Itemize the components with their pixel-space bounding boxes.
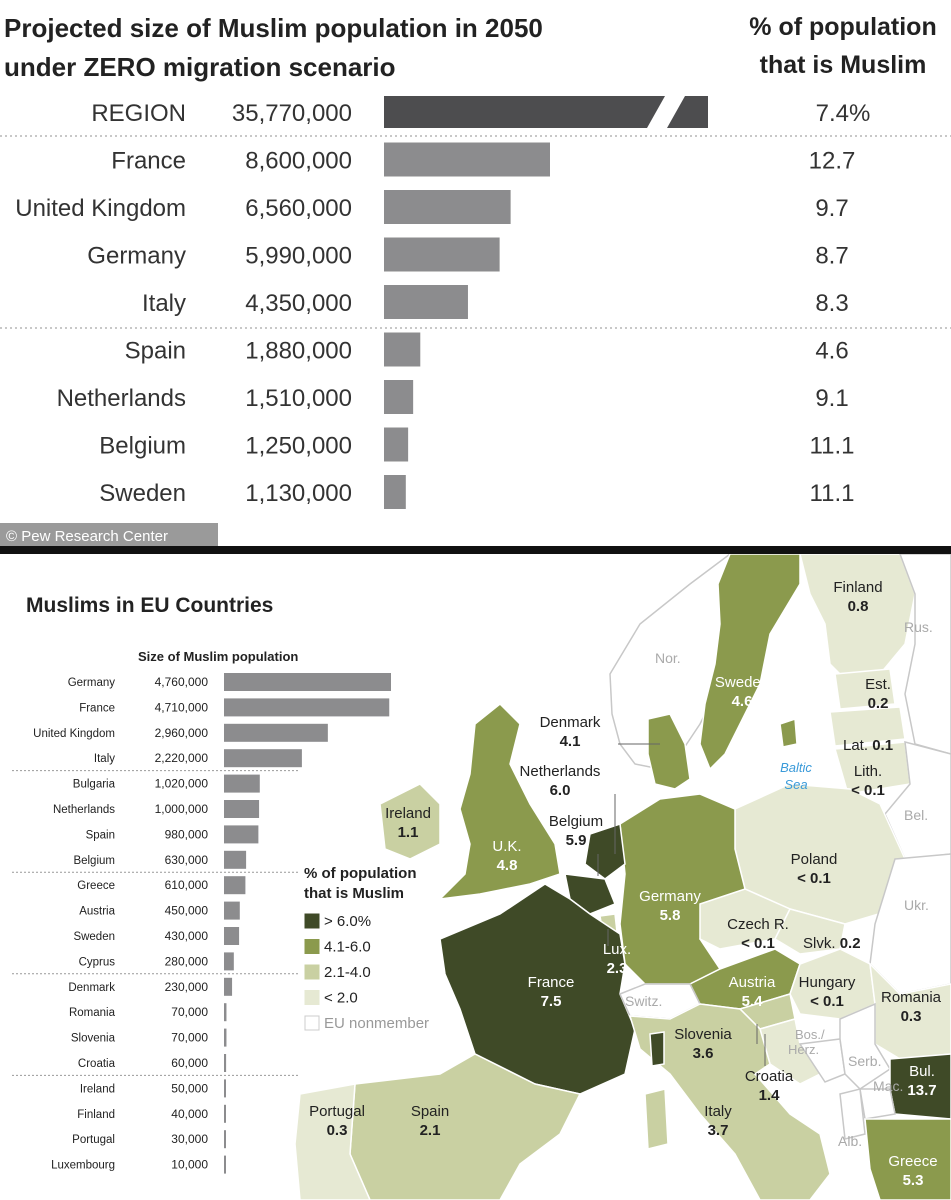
eu-value-label: 10,000	[171, 1157, 208, 1172]
eu-value-label: 2,960,000	[154, 725, 208, 740]
eu-category-label: Belgium	[73, 854, 115, 867]
map-country-value: 3.7	[707, 1122, 729, 1139]
map-country-value: 4.6	[731, 693, 753, 710]
eu-map-panel	[0, 554, 951, 1200]
projection-value-label: 1,880,000	[245, 337, 352, 365]
map-country-value: 0.8	[847, 598, 869, 615]
eu-bar	[224, 1054, 226, 1072]
projection-bar	[384, 143, 550, 177]
legend-label: > 6.0%	[324, 913, 372, 930]
eu-value-label: 450,000	[164, 903, 208, 918]
eu-bar	[224, 1130, 226, 1148]
map-country-name: Italy	[704, 1103, 732, 1120]
projection-value-label: 35,770,000	[231, 100, 352, 127]
eu-category-label: Portugal	[72, 1134, 115, 1147]
projection-percent-label: 4.6	[815, 337, 849, 365]
eu-value-label: 1,000,000	[154, 802, 208, 816]
map-country-value: 7.5	[540, 993, 562, 1010]
map-country-value: 0.2	[867, 695, 889, 712]
map-country-name: Lux.	[602, 941, 632, 958]
eu-subtitle: Size of Muslim population	[138, 649, 299, 664]
eu-category-label: Austria	[79, 905, 115, 918]
eu-value-label: 630,000	[164, 852, 208, 867]
eu-bar	[224, 673, 391, 691]
map-sardinia	[645, 1089, 668, 1149]
eu-bar	[224, 825, 258, 843]
eu-value-label: 60,000	[171, 1056, 208, 1070]
map-country-name: Ireland	[385, 805, 431, 822]
map-country-value: 6.0	[549, 782, 571, 799]
projection-category-label: REGION	[91, 100, 186, 127]
map-country-name: Hungary	[798, 974, 856, 991]
map-country-name: Denmark	[539, 714, 601, 731]
map-country-value: 1.1	[397, 824, 419, 841]
projection-category-label: Italy	[141, 290, 186, 317]
map-nonmember-label: Bos./	[795, 1027, 825, 1042]
map-country-name: Germany	[639, 888, 701, 905]
eu-value-label: 1,020,000	[154, 776, 208, 791]
map-country-value: 1.4	[758, 1087, 780, 1104]
eu-bar	[224, 1105, 226, 1123]
map-country-name: Bul.	[909, 1063, 935, 1080]
eu-bar	[224, 978, 232, 996]
projection-percent-label: 8.7	[815, 242, 849, 270]
map-nonmember-label: Bel.	[904, 807, 929, 823]
eu-bar	[224, 1156, 226, 1174]
map-country-name: Finland	[833, 579, 883, 596]
map-country-value: 2.1	[419, 1122, 441, 1139]
eu-value-label: 430,000	[164, 929, 208, 943]
eu-bar	[224, 952, 234, 970]
eu-category-label: Spain	[85, 829, 115, 842]
map-country-value: < 0.1	[851, 782, 885, 799]
eu-category-label: Cyprus	[78, 956, 115, 969]
projection-value-label: 8,600,000	[245, 147, 352, 175]
credit-text: © Pew Research Center	[6, 528, 168, 545]
eu-category-label: Italy	[93, 753, 115, 766]
panel-divider	[0, 546, 951, 554]
eu-value-label: 610,000	[164, 878, 208, 893]
map-country-value: 2.3	[606, 960, 628, 977]
projection-bar	[384, 475, 406, 509]
eu-value-label: 4,710,000	[154, 700, 208, 715]
map-country-name: Belgium	[548, 813, 604, 830]
map-country-name: Lith.	[853, 763, 883, 780]
legend-label: < 2.0	[324, 989, 358, 1007]
map-country-value: < 0.1	[741, 935, 775, 952]
projection-percent-label: 8.3	[815, 290, 849, 317]
map-country-value: < 0.1	[797, 870, 831, 887]
map-country-name: Austria	[728, 974, 776, 991]
map-nonmember-label: Nor.	[655, 650, 681, 666]
eu-bar	[224, 876, 245, 894]
eu-map-chart	[0, 554, 951, 1200]
eu-value-label: 40,000	[171, 1106, 208, 1121]
eu-value-label: 230,000	[164, 979, 208, 994]
eu-bar	[224, 698, 389, 716]
projection-category-label: United Kingdom	[15, 195, 186, 222]
projection-chart	[0, 0, 951, 548]
map-nonmember-label: Ukr.	[904, 897, 929, 913]
map-nonmember-label: Switz.	[625, 993, 663, 1009]
eu-value-label: 70,000	[171, 1005, 208, 1020]
projection-value-label: 1,250,000	[245, 432, 352, 460]
map-country-value: 3.6	[692, 1045, 714, 1062]
eu-title: Muslims in EU Countries	[26, 594, 274, 617]
eu-bar	[224, 775, 260, 793]
eu-bar	[224, 1003, 226, 1021]
map-country-value: 5.3	[902, 1172, 924, 1189]
eu-bar	[224, 851, 246, 869]
eu-category-label: United Kingdom	[33, 727, 115, 740]
projection-value-label: 1,510,000	[245, 385, 352, 412]
map-country-name: Romania	[880, 989, 942, 1006]
legend-swatch	[305, 991, 319, 1005]
projection-value-label: 4,350,000	[245, 290, 352, 317]
map-baltic-sea-islands	[780, 719, 797, 747]
map-corsica	[650, 1032, 664, 1066]
projection-bar	[384, 190, 511, 224]
eu-category-label: Slovenia	[70, 1032, 115, 1045]
projection-value-label: 5,990,000	[245, 242, 352, 270]
map-country-name: Poland	[790, 851, 838, 868]
projection-category-label: Germany	[87, 242, 186, 270]
map-country-name: Greece	[888, 1153, 938, 1170]
map-country-name: France	[527, 974, 575, 991]
projection-category-label: Spain	[124, 337, 186, 365]
projection-value-label: 1,130,000	[245, 480, 352, 507]
eu-category-label: Sweden	[73, 931, 115, 943]
projection-category-label: Sweden	[99, 480, 186, 507]
map-country-value: 5.9	[565, 832, 587, 849]
eu-bar	[224, 800, 259, 818]
eu-category-label: Finland	[77, 1108, 115, 1121]
eu-category-label: Luxembourg	[51, 1159, 115, 1172]
map-albania	[840, 1089, 865, 1139]
map-country-name: Est.	[865, 676, 891, 693]
eu-category-label: Romania	[68, 1007, 115, 1020]
legend-label: 2.1-4.0	[324, 964, 371, 981]
eu-bar	[224, 902, 240, 920]
map-country-inline: Slvk. 0.2	[803, 935, 861, 952]
eu-category-label: France	[79, 702, 115, 715]
eu-value-label: 2,220,000	[154, 751, 208, 766]
eu-category-label: Croatia	[77, 1058, 115, 1070]
projection-percent-label: 12.7	[808, 147, 856, 175]
eu-category-label: Denmark	[68, 981, 115, 994]
eu-bar	[224, 1079, 226, 1097]
map-country-name: Croatia	[744, 1068, 794, 1085]
projection-percent-label: 9.7	[815, 195, 849, 222]
map-country-name: Sweden	[714, 674, 770, 691]
projection-percent-label: 7.4%	[815, 100, 871, 127]
map-nonmember-label: Rus.	[904, 619, 933, 635]
projection-bar	[384, 333, 420, 367]
projection-bar	[384, 428, 408, 462]
legend-swatch	[305, 965, 319, 979]
eu-category-label: Germany	[67, 677, 115, 689]
projection-chart-panel	[0, 0, 951, 548]
map-country-value: 5.4	[741, 993, 763, 1010]
projection-bar-region-part1	[384, 96, 665, 128]
eu-bar	[224, 749, 302, 767]
projection-percent-label: 11.1	[809, 480, 855, 507]
map-country-value: 0.3	[326, 1122, 348, 1139]
eu-category-label: Ireland	[79, 1083, 115, 1096]
eu-bar	[224, 724, 328, 742]
legend-title-line2: that is Muslim	[304, 885, 405, 902]
map-country-inline: Lat. 0.1	[843, 737, 894, 754]
legend-label: EU nonmember	[324, 1015, 430, 1032]
map-country-name: Netherlands	[519, 763, 601, 780]
projection-category-label: France	[111, 147, 186, 175]
map-country-value: < 0.1	[810, 993, 844, 1010]
projection-bar	[384, 380, 413, 414]
eu-value-label: 4,760,000	[154, 675, 208, 689]
map-nonmember-label: Herz.	[788, 1042, 820, 1057]
map-country-value: 0.3	[900, 1008, 922, 1025]
map-sea-label: Sea	[784, 777, 808, 792]
eu-category-label: Greece	[77, 880, 115, 893]
map-country-name: Spain	[410, 1103, 450, 1120]
map-country-value: 5.8	[659, 907, 681, 924]
eu-bar	[224, 1029, 226, 1047]
map-country-value: 13.7	[907, 1082, 937, 1099]
eu-value-label: 70,000	[171, 1030, 208, 1045]
map-nonmember-label: Alb.	[838, 1133, 863, 1149]
map-country-value: 4.8	[496, 857, 518, 874]
percent-header-line2: that is Muslim	[759, 51, 927, 79]
projection-bar	[384, 285, 468, 319]
map-country-name: Slovenia	[674, 1026, 732, 1043]
eu-value-label: 280,000	[164, 954, 208, 969]
map-nonmember-label: Mac.	[873, 1078, 904, 1094]
map-nonmember-label: Serb.	[848, 1053, 882, 1069]
map-country-name: Czech R.	[727, 916, 789, 933]
eu-category-label: Netherlands	[52, 804, 115, 816]
projection-category-label: Netherlands	[56, 385, 186, 412]
eu-value-label: 980,000	[164, 827, 208, 842]
projection-rows	[15, 96, 870, 509]
percent-header-line1: % of population	[749, 13, 937, 41]
eu-value-label: 50,000	[171, 1081, 208, 1096]
projection-bar-region-part2	[667, 96, 708, 128]
projection-bar	[384, 238, 500, 272]
projection-percent-label: 9.1	[815, 385, 849, 412]
map-country-name: Portugal	[309, 1103, 365, 1120]
legend-label: 4.1-6.0	[324, 938, 371, 956]
legend-swatch	[305, 1016, 319, 1030]
map-country-value: 4.1	[559, 733, 581, 750]
map-country-name: U.K.	[492, 838, 522, 855]
projection-title-line1: Projected size of Muslim population in 2050	[4, 13, 543, 43]
projection-title-line2: under ZERO migration scenario	[4, 52, 396, 82]
legend-swatch	[305, 914, 319, 928]
legend-title-line1: % of population	[304, 865, 417, 882]
eu-bar	[224, 927, 239, 945]
legend-swatch	[305, 940, 319, 954]
projection-category-label: Belgium	[99, 432, 186, 460]
projection-percent-label: 11.1	[809, 432, 855, 460]
eu-category-label: Bulgaria	[72, 778, 115, 791]
map-sea-label: Baltic	[780, 760, 812, 775]
projection-value-label: 6,560,000	[245, 195, 352, 222]
eu-value-label: 30,000	[171, 1132, 208, 1147]
